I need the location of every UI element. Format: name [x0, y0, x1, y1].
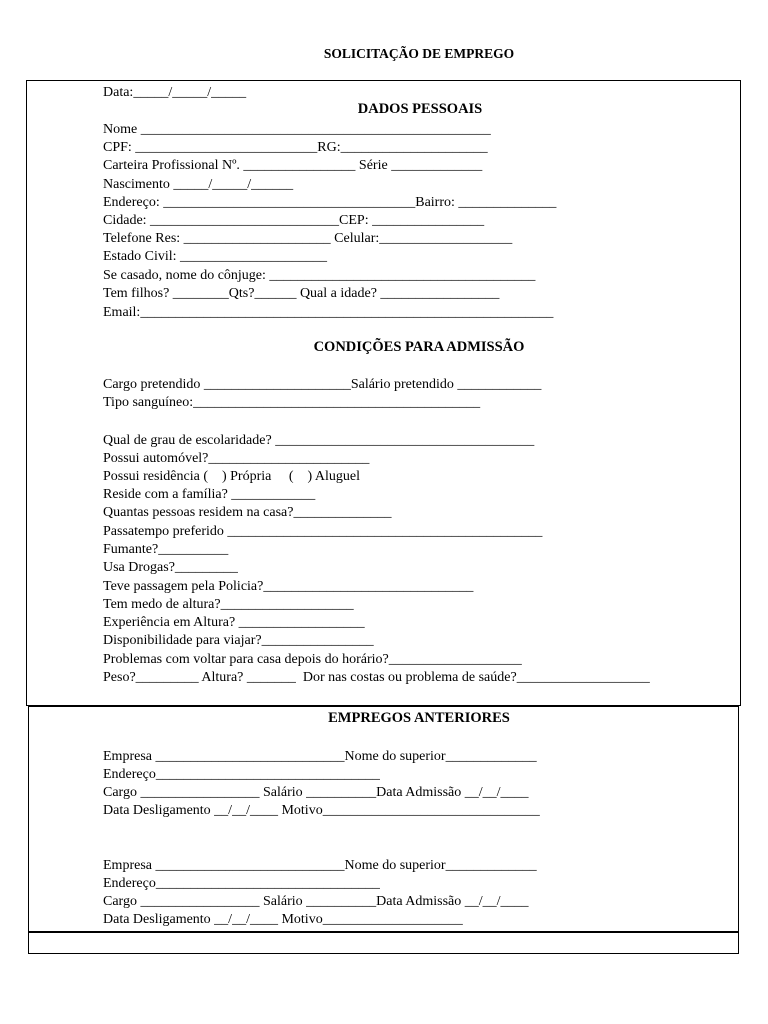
work-card-field[interactable]: Carteira Profissional Nº. ________________ Série _____________ — [103, 158, 483, 173]
name-field[interactable]: Nome __________________________________________________ — [103, 122, 491, 137]
education-field[interactable]: Qual de grau de escolaridade? _____________________________________ — [103, 433, 535, 448]
city-cep-field[interactable]: Cidade: ___________________________CEP: ________________ — [103, 213, 485, 228]
footer-box — [28, 932, 739, 954]
residence-field[interactable]: Possui residência ( ) Própria ( ) Aluguel — [103, 469, 361, 484]
police-record-field[interactable]: Teve passagem pela Policia?______________________________ — [103, 579, 474, 594]
desired-position-field[interactable]: Cargo pretendido _____________________Salário pretendido ____________ — [103, 377, 542, 392]
job1-address-field[interactable]: Endereço________________________________ — [103, 767, 380, 782]
smoker-field[interactable]: Fumante?__________ — [103, 542, 229, 557]
weight-height-health-field[interactable]: Peso?_________ Altura? _______ Dor nas costas ou problema de saúde?___________________ — [103, 670, 650, 685]
phone-field[interactable]: Telefone Res: _____________________ Celular:___________________ — [103, 231, 513, 246]
job2-termination-field[interactable]: Data Desligamento __/__/____ Motivo____________________ — [103, 912, 463, 927]
marital-status-field[interactable]: Estado Civil: _____________________ — [103, 249, 327, 264]
personal-data-heading: DADOS PESSOAIS — [357, 101, 483, 117]
travel-availability-field[interactable]: Disponibilidade para viajar?________________ — [103, 633, 374, 648]
spouse-name-field[interactable]: Se casado, nome do cônjuge: ______________________________________ — [103, 268, 536, 283]
household-size-field[interactable]: Quantas pessoas residem na casa?______________ — [103, 505, 392, 520]
cpf-rg-field[interactable]: CPF: __________________________RG:_____________________ — [103, 140, 488, 155]
job1-company-field[interactable]: Empresa ___________________________Nome do superior_____________ — [103, 749, 537, 764]
job1-position-field[interactable]: Cargo _________________ Salário __________Data Admissão __/__/____ — [103, 785, 529, 800]
email-field[interactable]: Email:___________________________________________________________ — [103, 305, 554, 320]
job2-position-field[interactable]: Cargo _________________ Salário __________Data Admissão __/__/____ — [103, 894, 529, 909]
drugs-field[interactable]: Usa Drogas?_________ — [103, 560, 238, 575]
blood-type-field[interactable]: Tipo sanguíneo:_________________________________________ — [103, 395, 481, 410]
car-field[interactable]: Possui automóvel?_______________________ — [103, 451, 370, 466]
job2-company-field[interactable]: Empresa ___________________________Nome do superior_____________ — [103, 858, 537, 873]
birth-date-field[interactable]: Nascimento _____/_____/______ — [103, 177, 294, 192]
page-title: SOLICITAÇÃO DE EMPREGO — [323, 46, 515, 61]
hobby-field[interactable]: Passatempo preferido _____________________________________________ — [103, 524, 543, 539]
children-field[interactable]: Tem filhos? ________Qts?______ Qual a idade? _________________ — [103, 286, 500, 301]
job1-termination-field[interactable]: Data Desligamento __/__/____ Motivo_______________________________ — [103, 803, 540, 818]
admission-conditions-heading: CONDIÇÕES PARA ADMISSÃO — [313, 339, 525, 355]
address-field[interactable]: Endereço: ____________________________________Bairro: ______________ — [103, 195, 557, 210]
job2-address-field[interactable]: Endereço________________________________ — [103, 876, 380, 891]
late-return-field[interactable]: Problemas com voltar para casa depois do horário?___________________ — [103, 652, 522, 667]
fear-of-heights-field[interactable]: Tem medo de altura?___________________ — [103, 597, 354, 612]
lives-with-family-field[interactable]: Reside com a família? ____________ — [103, 487, 316, 502]
previous-jobs-heading: EMPREGOS ANTERIORES — [328, 710, 510, 726]
date-field[interactable]: Data:_____/_____/_____ — [103, 85, 247, 100]
height-experience-field[interactable]: Experiência em Altura? __________________ — [103, 615, 365, 630]
